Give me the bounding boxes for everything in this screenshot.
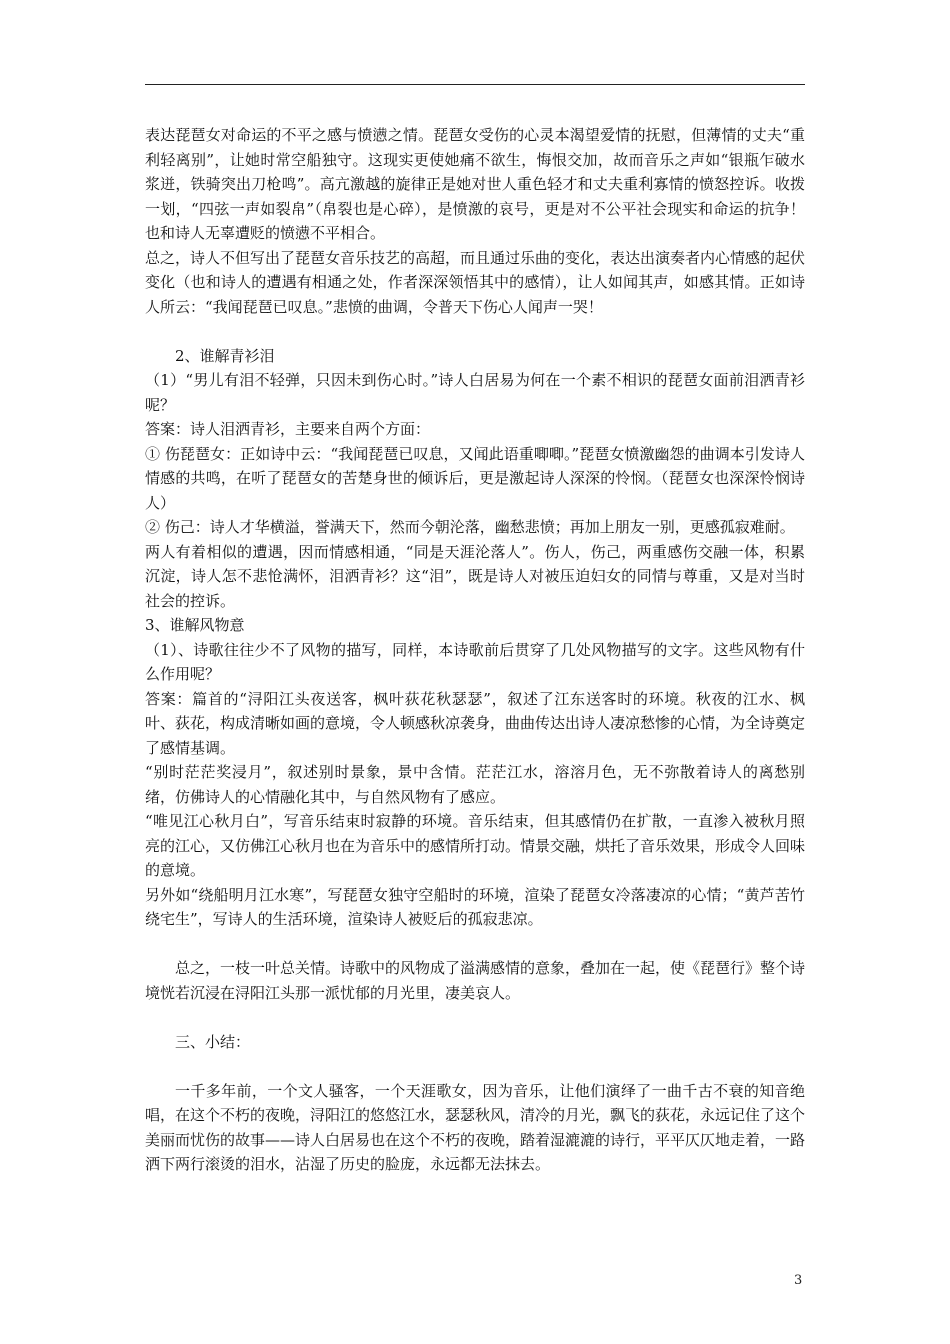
page-number: 3 <box>794 1273 803 1288</box>
document-body <box>145 123 805 1177</box>
paragraph: 答案：诗人泪洒青衫，主要来自两个方面： <box>145 420 431 438</box>
paragraph: 表达琵琶女对命运的不平之感与愤懑之情。琵琶女受伤的心灵本渴望爱情的抚慰，但薄情的丈夫“重利轻离别”，让她时常空船独守。这现实更使她痛不欲生，悔恨交加，故而音乐之声如“银瓶乍破水浆迸，铁骑突出刀枪鸣”。高亢激越的旋律正是她对世人重色轻才和丈夫重利寡情的愤怒控诉。收拨一划，“四弦一声如裂帛”（帛裂也是心碎），是愤激的哀号，更是对不公平社会现实和命运的抗争！也和诗人无辜遭贬的愤懑不平相合。 <box>145 126 805 242</box>
paragraph: “别时茫茫奖浸月”，叙述别时景象，景中含情。茫茫江水，溶溶月色，无不弥散着诗人的离愁别绪，仿佛诗人的心情融化其中，与自然风物有了感应。 <box>145 763 805 806</box>
paragraph: （1）、诗歌往往少不了风物的描写，同样，本诗歌前后贯穿了几处风物描写的文字。这些风物有什么作用呢？ <box>145 640 805 683</box>
paragraph: ① 伤琵琶女：正如诗中云：“我闻琵琶已叹息，又闻此语重唧唧。”琵琶女愤激幽怨的曲调本引发诗人情感的共鸣，在听了琵琶女的苦楚身世的倾诉后，更是激起诗人深深的怜悯。（琵琶女也深深怜悯诗人） <box>145 444 805 512</box>
paragraph: 答案：篇首的“浔阳江头夜送客，枫叶荻花秋瑟瑟”，叙述了江东送客时的环境。秋夜的江水、枫叶、荻花，构成清晰如画的意境，令人顿感秋凉袭身，曲曲传达出诗人凄凉愁惨的心情，为全诗奠定了感情基调。 <box>145 689 806 757</box>
paragraph-gap <box>145 932 805 957</box>
paragraph: “唯见江心秋月白”，写音乐结束时寂静的环境。音乐结束，但其感情仍在扩散，一直渗入被秋月照亮的江心，又仿佛江心秋月也在为音乐中的感情所打动。情景交融，烘托了音乐效果，形成令人回味的意境。 <box>145 812 806 879</box>
paragraph: 总之，诗人不但写出了琵琶女音乐技艺的高超，而且通过乐曲的变化，表达出演奏者内心情感的起伏变化（也和诗人的遭遇有相通之处，作者深深领悟其中的感情），让人如闻其声，如感其情。正如诗人所云：“我闻琵琶已叹息。”悲愤的曲调，令普天下伤心人闻声一哭！ <box>145 248 806 316</box>
paragraph: 两人有着相似的遭遇，因而情感相通，“同是天涯沦落人”。伤人，伤己，两重感伤交融一体，积累沉淀，诗人怎不悲怆满怀，泪洒青衫？这“泪”，既是诗人对被压迫妇女的同情与尊重，又是对当时社会的控诉。 <box>145 542 805 610</box>
paragraph: 3、谁解风物意 <box>145 616 245 634</box>
paragraph: ② 伤己：诗人才华横溢，誉满天下，然而今朝沦落，幽愁悲愤；再加上朋友一别，更感孤寂难耐。 <box>145 518 795 536</box>
paragraph-gap <box>145 319 805 344</box>
paragraph: 另外如“绕船明月江水寒”，写琵琶女独守空船时的环境，渲染了琵琶女冷落凄凉的心情；“黄芦苦竹绕宅生”，写诗人的生活环境，渲染诗人被贬后的孤寂悲凉。 <box>145 885 805 928</box>
paragraph: 总之，一枝一叶总关情。诗歌中的风物成了溢满感情的意象，叠加在一起，使《琵琶行》整个诗境恍若沉浸在浔阳江头那一派忧郁的月光里，凄美哀人。 <box>145 959 806 1002</box>
header-rule <box>145 84 805 85</box>
paragraph: 2、谁解青衫泪 <box>175 346 275 365</box>
paragraph: 三、小结： <box>175 1032 251 1051</box>
paragraph-gap <box>145 1005 805 1030</box>
paragraph: 一千多年前，一个文人骚客，一个天涯歌女，因为音乐，让他们演绎了一曲千古不衰的知音绝唱，在这个不朽的夜晚，浔阳江的悠悠江水，瑟瑟秋风，清冷的月光，飘飞的荻花，永远记住了这个美丽而忧伤的故事——诗人白居易也在这个不朽的夜晚，踏着湿漉漉的诗行，平平仄仄地走着，一路洒下两行滚烫的泪水，沾湿了历史的脸庞，永远都无法抹去。 <box>145 1081 806 1173</box>
paragraph-gap <box>145 1054 805 1079</box>
paragraph: （1）“男儿有泪不轻弹，只因未到伤心时。”诗人白居易为何在一个素不相识的琵琶女面前泪洒青衫呢？ <box>145 371 805 414</box>
